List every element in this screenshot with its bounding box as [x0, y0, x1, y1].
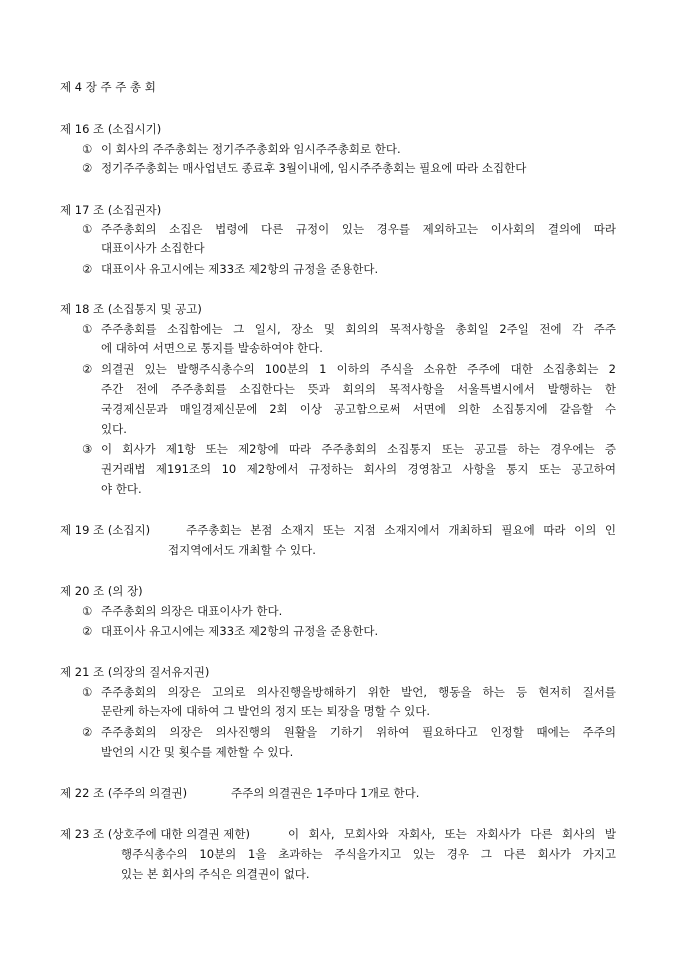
article-21-heading: 제 21 조 (의장의 질서유지권): [60, 665, 210, 679]
article-19-line-1: 주주총회는 본점 소재지 또는 지점 소재지에서 개최하되 필요에 따라 이의 인: [186, 523, 616, 537]
article-23-line-3: 있는 본 회사의 주식은 의결권이 없다.: [121, 867, 310, 881]
article-18-item-2-number: ②: [82, 362, 93, 376]
article-18-item-2-line-2: 주간 전에 주주총회를 소집한다는 뜻과 회의의 목적사항을 서울특별시에서 발행하는 한: [101, 382, 616, 396]
article-20-item-2-text: 대표이사 유고시에는 제33조 제2항의 규정을 준용한다.: [101, 624, 379, 638]
article-18-item-2-line-3: 국경제신문과 매일경제신문에 2회 이상 공고함으로써 서면에 의한 소집통지에 갈음할 수: [101, 402, 616, 416]
article-16-item-1-text: 이 회사의 주주총회는 정기주주총회와 임시주주총회로 한다.: [101, 142, 401, 156]
article-18-item-2-line-4: 있다.: [101, 422, 127, 436]
article-18-item-1-line-1: 주주총회를 소집함에는 그 일시, 장소 및 회의의 목적사항을 총회일 2주일 전에 각 주주: [101, 322, 616, 336]
article-22-heading: 제 22 조 (주주의 의결권): [60, 786, 188, 800]
article-23-heading: 제 23 조 (상호주에 대한 의결권 제한): [60, 827, 250, 841]
article-16-item-1-number: ①: [82, 142, 93, 156]
article-17-item-1-line-1: 주주총회의 소집은 법령에 다른 규정이 있는 경우를 제외하고는 이사회의 결의에 따라: [101, 222, 616, 236]
article-22-line-1: 주주의 의결권은 1주마다 1개로 한다.: [231, 786, 420, 800]
article-18-heading: 제 18 조 (소집통지 및 공고): [60, 302, 202, 316]
article-18-item-1-line-2: 에 대하여 서면으로 통지를 발송하여야 한다.: [101, 341, 323, 355]
article-21-item-2-number: ②: [82, 725, 93, 739]
article-18-item-3-line-3: 야 한다.: [101, 482, 142, 496]
article-18-item-3-line-1: 이 회사가 제1항 또는 제2항에 따라 주주총회의 소집통지 또는 공고를 하는 경우에는 증: [101, 442, 616, 456]
article-19-heading: 제 19 조 (소집지): [60, 523, 151, 537]
article-16-heading: 제 16 조 (소집시기): [60, 122, 162, 136]
article-18-item-3-number: ③: [82, 442, 93, 456]
article-20-item-2-number: ②: [82, 624, 93, 638]
article-21-item-1-line-2: 문란케 하는자에 대하여 그 발언의 정지 또는 퇴장을 명할 수 있다.: [101, 704, 431, 718]
article-21-item-1-line-1: 주주총회의 의장은 고의로 의사진행을방해하기 위한 발언, 행동을 하는 등 현저히 질서를: [101, 685, 616, 699]
chapter-title: 제 4 장 주 주 총 회: [60, 80, 156, 94]
article-18-item-2-line-1: 의결권 있는 발행주식총수의 100분의 1 이하의 주식을 소유한 주주에 대한 소집총회는 2: [101, 362, 616, 376]
article-18-item-1-number: ①: [82, 322, 93, 336]
article-18-item-3-line-2: 권거래법 제191조의 10 제2항에서 규정하는 회사의 경영참고 사항을 통지 또는 공고하여: [101, 462, 616, 476]
article-23-line-1: 이 회사, 모회사와 자회사, 또는 자회사가 다른 회사의 발: [288, 827, 616, 841]
article-16-item-2-number: ②: [82, 161, 93, 175]
article-20-item-1-number: ①: [82, 604, 93, 618]
article-17-item-2-number: ②: [82, 262, 93, 276]
article-21-item-1-number: ①: [82, 685, 93, 699]
article-17-item-2-text: 대표이사 유고시에는 제33조 제2항의 규정을 준용한다.: [101, 262, 379, 276]
article-21-item-2-line-1: 주주총회의 의장은 의사진행의 원활을 기하기 위하여 필요하다고 인정할 때에는 주주의: [101, 725, 616, 739]
article-23-line-2: 행주식총수의 10분의 1을 초과하는 주식을가지고 있는 경우 그 다른 회사가 가지고: [121, 847, 616, 861]
article-19-line-2: 접지역에서도 개최할 수 있다.: [168, 543, 316, 557]
article-16-item-2-text: 정기주주총회는 매사업년도 종료후 3월이내에, 임시주주총회는 필요에 따라 소집한다: [101, 161, 527, 175]
article-17-item-1-line-2: 대표이사가 소집한다: [101, 241, 205, 255]
article-20-heading: 제 20 조 (의 장): [60, 584, 143, 598]
article-20-item-1-text: 주주총회의 의장은 대표이사가 한다.: [101, 604, 283, 618]
article-17-heading: 제 17 조 (소집권자): [60, 203, 162, 217]
article-17-item-1-number: ①: [82, 222, 93, 236]
article-21-item-2-line-2: 발언의 시간 및 횟수를 제한할 수 있다.: [101, 745, 294, 759]
